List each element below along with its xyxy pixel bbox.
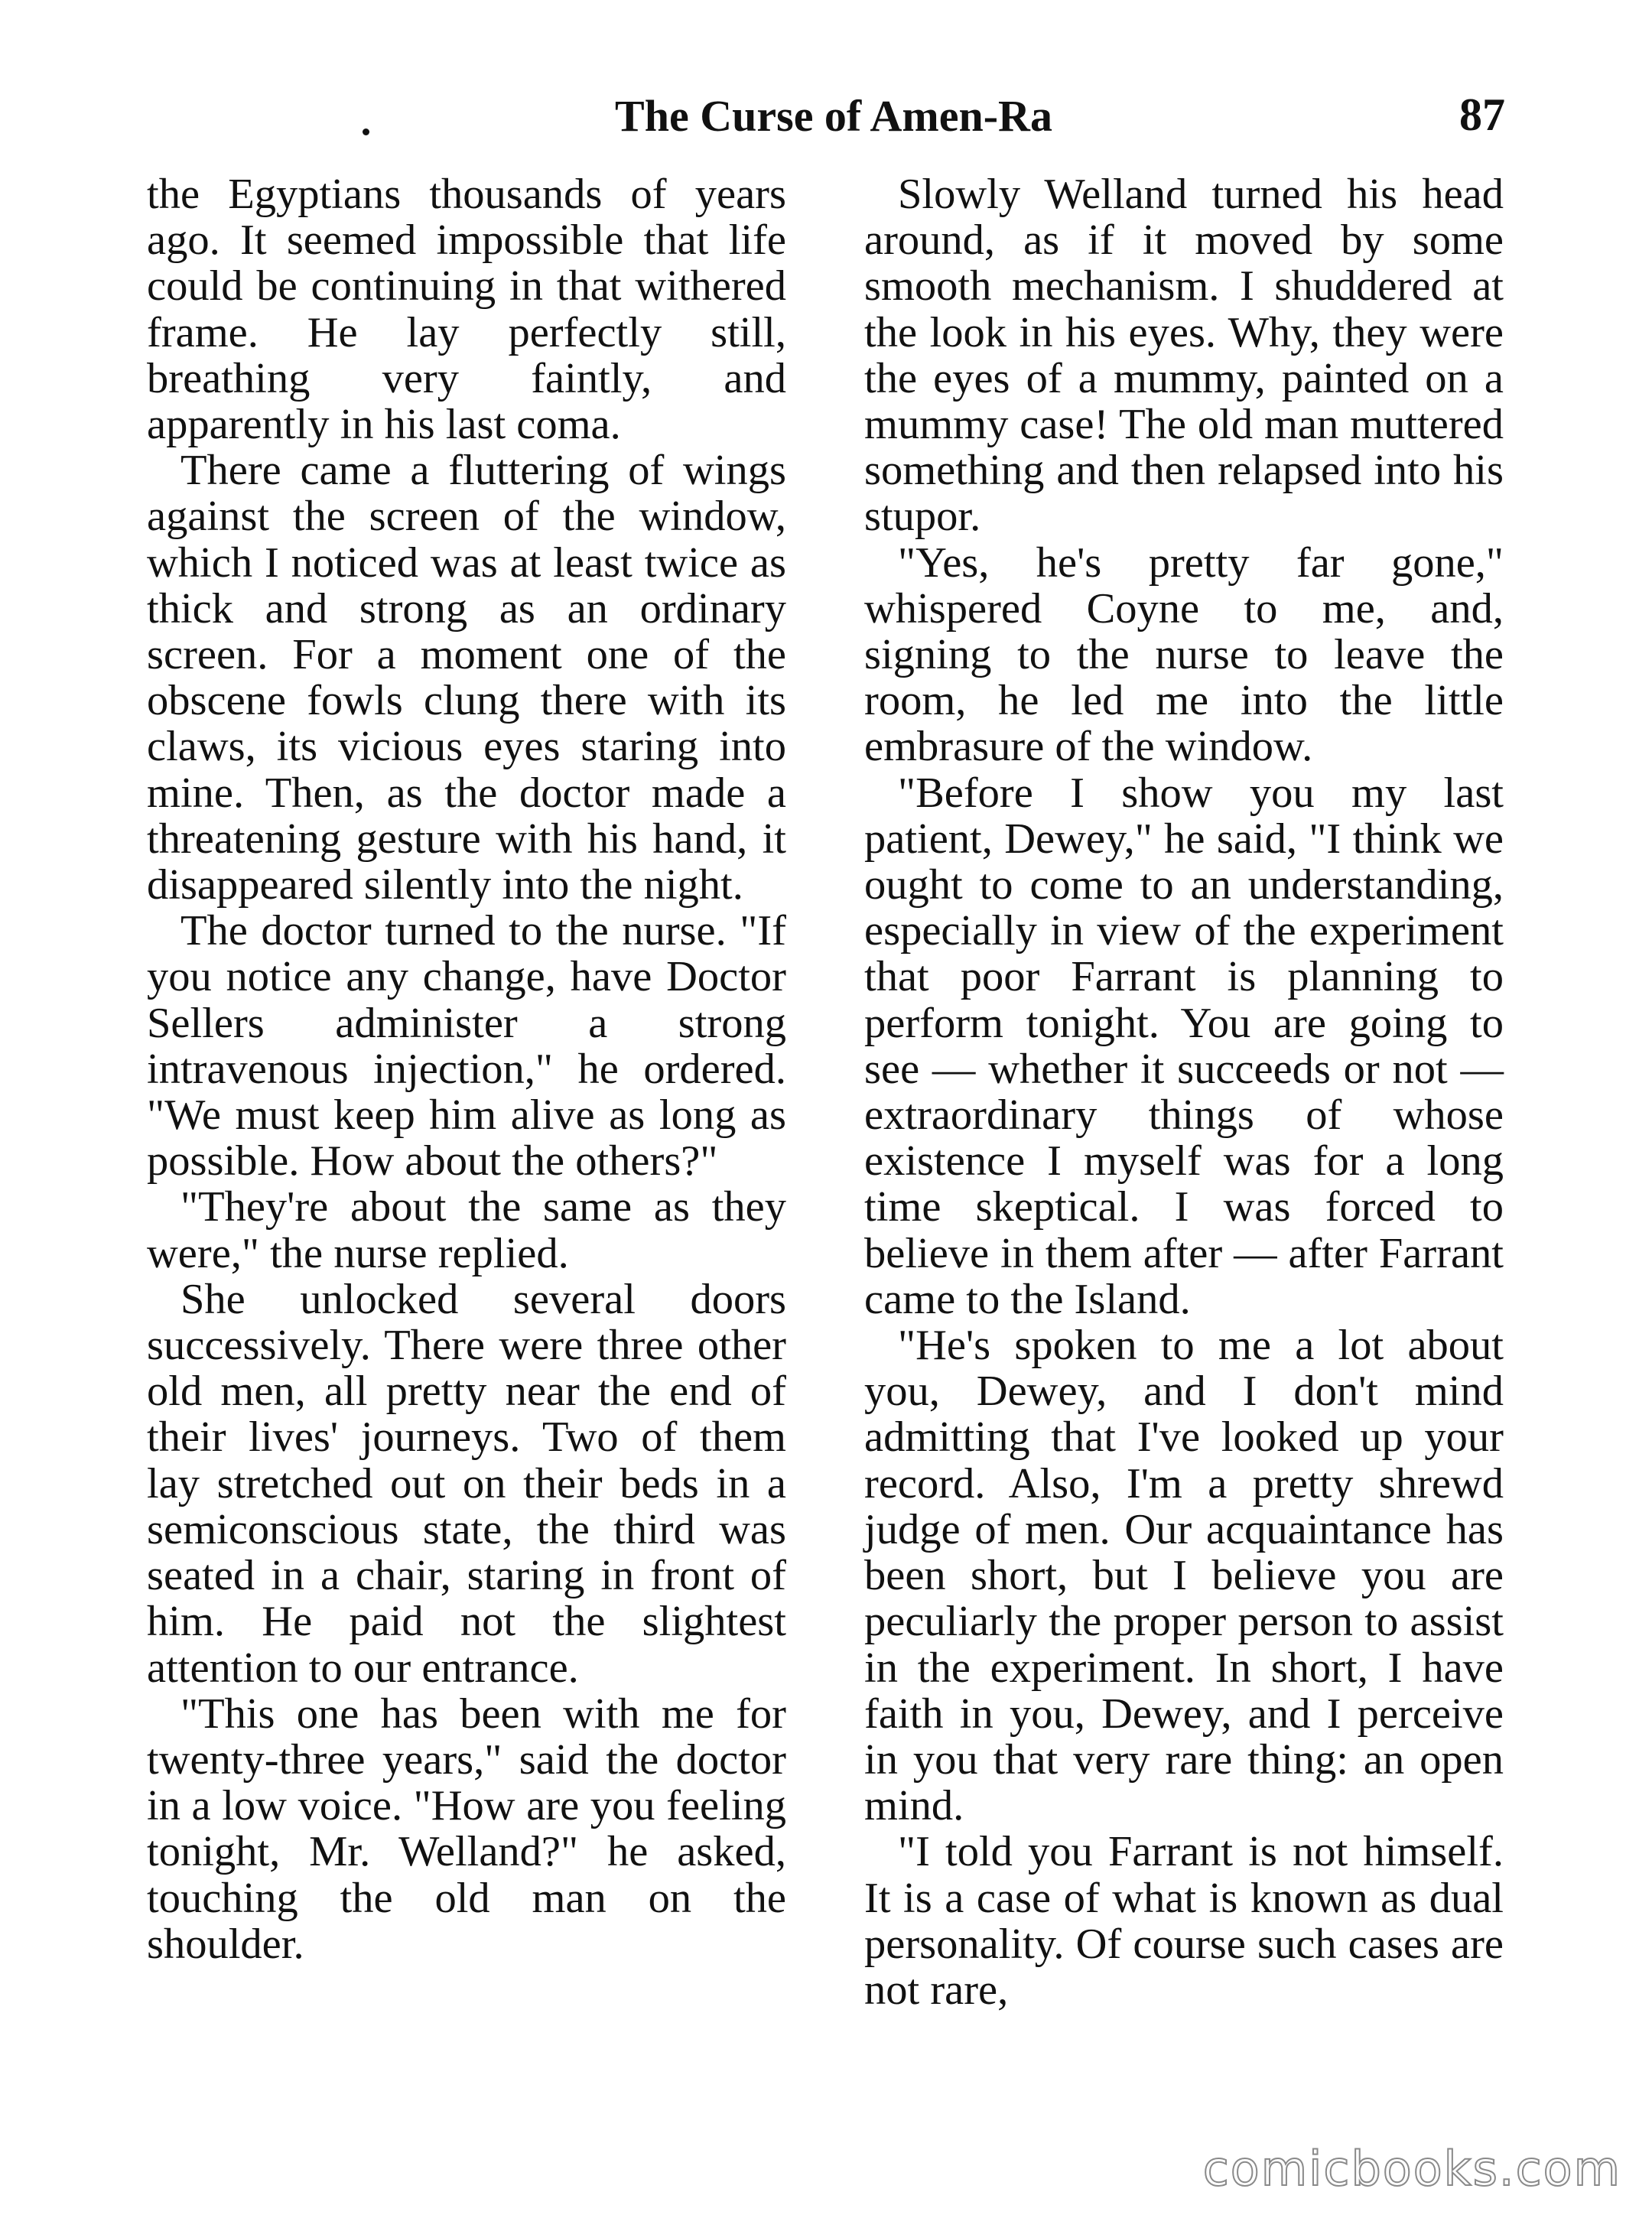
page-number: 87 [1459,89,1505,140]
running-head-title: The Curse of Amen-Ra [615,91,1052,141]
paragraph: "I told you Farrant is not himself. It is a case of what is known as dual personality. Of course such cases are not rare, [864,1828,1504,2014]
paragraph: the Egyptians thousands of years ago. It seemed impossible that life could be continuing in that withered frame. He lay perfectly still, breathing very faintly, and apparently in his last coma. [147,171,786,449]
left-text-column [147,171,786,1967]
paragraph: "They're about the same as they were," the nurse replied. [147,1183,786,1277]
site-watermark: comicbooks.com [1202,2141,1621,2197]
paragraph: She unlocked several doors successively. There were three other old men, all pretty near the end of their lives' journeys. Two of them lay stretched out on their beds in a semiconscious state, the third was seated in a chair, staring in front of him. He paid not the slightest attention to our entrance. [147,1275,786,1692]
paragraph: There came a fluttering of wings against the screen of the window, which I noticed was at least twice as thick and strong as an ordinary screen. For a moment one of the obscene fowls clung there with its claws, its vicious eyes staring into mine. Then, as the doctor made a threatening gesture with his hand, it disappeared silently into the night. [147,447,786,909]
paragraph: The doctor turned to the nurse. "If you notice any change, have Doctor Sellers administer a strong intravenous injection," he ordered. "We must keep him alive as long as possible. How about the others?" [147,907,786,1185]
paragraph: "Before I show you my last patient, Dewey," he said, "I think we ought to come to an understanding, especially in view of the experiment that poor Farrant is planning to perform tonight. You are going to see — whether it succeeds or not — extraordinary things of whose existence I myself was for a long time skeptical. I was forced to believe in them after — after Farrant came to the Island. [864,769,1504,1323]
paragraph: "Yes, he's pretty far gone," whispered Coyne to me, and, signing to the nurse to leave the room, he led me into the little embrasure of the window. [864,538,1504,771]
paragraph: "This one has been with me for twenty-three years," said the doctor in a low voice. "How are you feeling tonight, Mr. Welland?" he asked, touching the old man on the shoulder. [147,1690,786,1968]
paragraph: "He's spoken to me a lot about you, Dewey, and I don't mind admitting that I've looked up your record. Also, I'm a pretty shrewd judge of men. Our acquaintance has been short, but I believe you are peculiarly the proper person to assist in the experiment. In short, I have faith in you, Dewey, and I perceive in you that very rare thing: an open mind. [864,1322,1504,1830]
paragraph: Slowly Welland turned his head around, as if it moved by some smooth mechanism. I shuddered at the look in his eyes. Why, they were the eyes of a mummy, painted on a mummy case! The old man muttered something and then relapsed into his stupor. [864,171,1504,541]
right-text-column [864,171,1504,2013]
header-dot-mark [363,128,369,135]
